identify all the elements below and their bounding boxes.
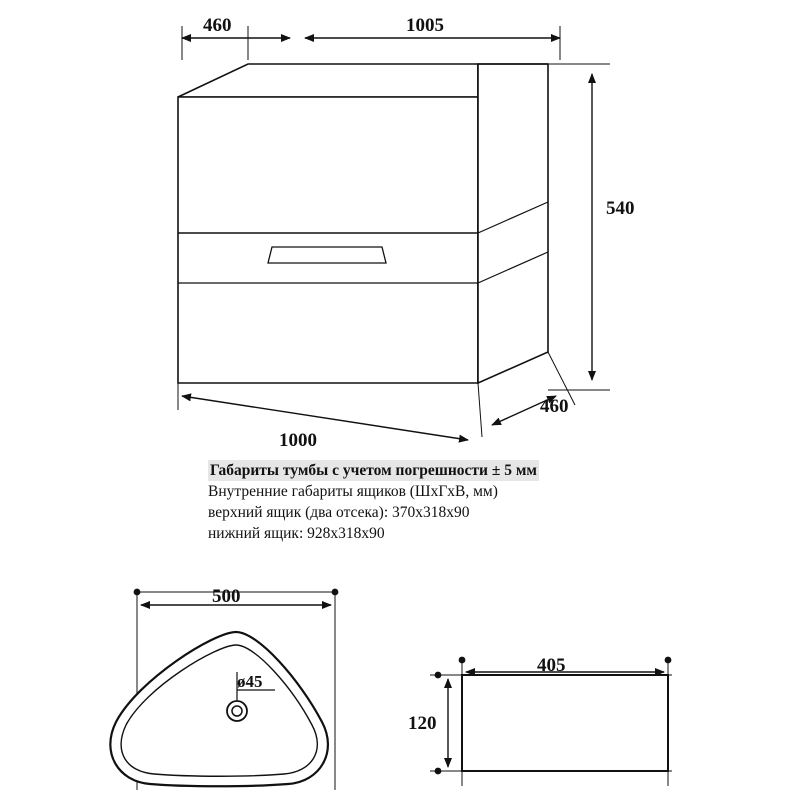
sink-top-view bbox=[110, 589, 338, 790]
dimension-label-depth-top: 460 bbox=[203, 15, 232, 36]
dimension-label-depth-bottom: 460 bbox=[540, 396, 569, 417]
spec-line-lower-drawer: нижний ящик: 928х318х90 bbox=[208, 525, 385, 542]
spec-line-internal-header: Внутренние габариты ящиков (ШхГхВ, мм) bbox=[208, 483, 498, 500]
dimension-label-sink-width: 500 bbox=[212, 586, 241, 607]
dimension-label-width-bottom: 1000 bbox=[279, 430, 317, 451]
specification-text-block bbox=[208, 460, 608, 544]
spec-line-upper-drawer: верхний ящик (два отсека): 370х318х90 bbox=[208, 504, 470, 521]
cabinet-isometric bbox=[178, 64, 548, 383]
spec-line-tolerance: Габариты тумбы с учетом погрешности ± 5 мм bbox=[210, 462, 537, 479]
dimension-label-width-top: 1005 bbox=[406, 15, 444, 36]
dimension-label-drain-diameter: ø45 bbox=[237, 672, 263, 691]
dimension-label-height-side: 540 bbox=[606, 198, 635, 219]
dimension-label-sink-side-width: 405 bbox=[537, 655, 566, 676]
dimension-label-sink-side-height: 120 bbox=[408, 713, 437, 734]
